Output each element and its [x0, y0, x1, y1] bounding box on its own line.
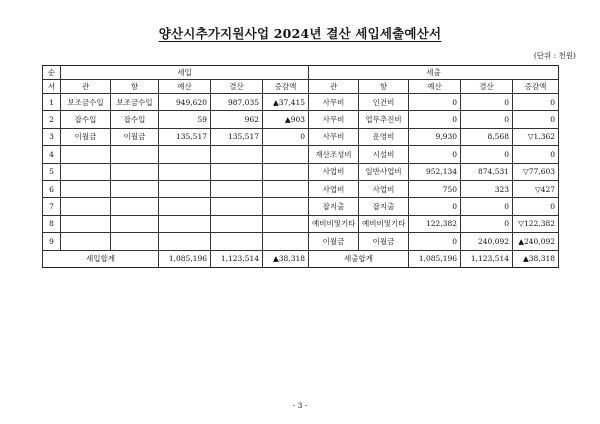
expenditure-gwan-cell: 잡지출: [309, 198, 359, 215]
revenue-gwan-cell: 잡수입: [61, 111, 111, 128]
seq-cell: 4: [43, 146, 61, 163]
expenditure-group-header: 세출: [309, 66, 559, 80]
expenditure-hang-cell: 이월금: [359, 233, 409, 250]
col-exp-gwan: 관: [309, 80, 359, 94]
revenue-budget-cell: [159, 215, 211, 232]
table-row: [43, 111, 559, 128]
expenditure-change-cell: ▽427: [513, 180, 559, 197]
revenue-total-label: 세입합계: [43, 250, 159, 267]
revenue-change-cell: 0: [263, 128, 309, 145]
revenue-gwan-cell: [61, 215, 111, 232]
revenue-budget-cell: [159, 180, 211, 197]
seq-cell: 3: [43, 128, 61, 145]
revenue-total-budget: 1,085,196: [159, 250, 211, 267]
revenue-settlement-cell: 987,035: [211, 94, 263, 111]
table-row: [43, 163, 559, 180]
revenue-budget-cell: 135,517: [159, 128, 211, 145]
revenue-settlement-cell: 135,517: [211, 128, 263, 145]
expenditure-gwan-cell: 사무비: [309, 128, 359, 145]
revenue-budget-cell: [159, 146, 211, 163]
expenditure-gwan-cell: 예비비및기타: [309, 215, 359, 232]
revenue-hang-cell: [111, 163, 159, 180]
seq-cell: 1: [43, 94, 61, 111]
revenue-change-cell: [263, 215, 309, 232]
revenue-budget-cell: [159, 163, 211, 180]
expenditure-settlement-cell: 8,568: [461, 128, 513, 145]
expenditure-budget-cell: 122,382: [409, 215, 461, 232]
table-row: [43, 146, 559, 163]
seq-cell: 7: [43, 198, 61, 215]
expenditure-total-settlement: 1,123,514: [461, 250, 513, 267]
revenue-change-cell: [263, 163, 309, 180]
expenditure-settlement-cell: 0: [461, 94, 513, 111]
expenditure-hang-cell: 운영비: [359, 128, 409, 145]
revenue-hang-cell: [111, 233, 159, 250]
expenditure-change-cell: ▲240,092: [513, 233, 559, 250]
expenditure-hang-cell: 예비비및기타: [359, 215, 409, 232]
col-exp-settlement: 결산: [461, 80, 513, 94]
expenditure-hang-cell: 업무추진비: [359, 111, 409, 128]
expenditure-hang-cell: 일반사업비: [359, 163, 409, 180]
revenue-settlement-cell: [211, 163, 263, 180]
revenue-total-change: ▲38,318: [263, 250, 309, 267]
revenue-settlement-cell: [211, 146, 263, 163]
revenue-gwan-cell: [61, 233, 111, 250]
col-rev-budget: 예산: [159, 80, 211, 94]
revenue-budget-cell: 949,620: [159, 94, 211, 111]
col-exp-change: 증감액: [513, 80, 559, 94]
expenditure-settlement-cell: 323: [461, 180, 513, 197]
expenditure-hang-cell: 시설비: [359, 146, 409, 163]
seq-header-bottom: 서: [43, 80, 61, 94]
expenditure-settlement-cell: 874,531: [461, 163, 513, 180]
expenditure-budget-cell: 9,930: [409, 128, 461, 145]
page-number: - 3 -: [292, 401, 308, 410]
revenue-change-cell: [263, 180, 309, 197]
expenditure-settlement-cell: 0: [461, 215, 513, 232]
revenue-change-cell: ▲903: [263, 111, 309, 128]
expenditure-hang-cell: 인건비: [359, 94, 409, 111]
revenue-budget-cell: [159, 198, 211, 215]
expenditure-gwan-cell: 사무비: [309, 111, 359, 128]
seq-cell: 6: [43, 180, 61, 197]
unit-note: (단위 : 천원): [533, 51, 576, 60]
revenue-group-header: 세입: [61, 66, 309, 80]
col-exp-budget: 예산: [409, 80, 461, 94]
header-row-groups: [43, 66, 559, 80]
revenue-gwan-cell: 이월금: [61, 128, 111, 145]
table-row: [43, 233, 559, 250]
expenditure-change-cell: 0: [513, 111, 559, 128]
budget-table: [42, 65, 559, 268]
expenditure-gwan-cell: 사업비: [309, 163, 359, 180]
expenditure-budget-cell: 952,134: [409, 163, 461, 180]
expenditure-hang-cell: 잡지출: [359, 198, 409, 215]
revenue-hang-cell: [111, 198, 159, 215]
table-row: [43, 128, 559, 145]
expenditure-gwan-cell: 사무비: [309, 94, 359, 111]
expenditure-budget-cell: 0: [409, 111, 461, 128]
revenue-change-cell: [263, 146, 309, 163]
revenue-change-cell: ▲37,415: [263, 94, 309, 111]
col-rev-gwan: 관: [61, 80, 111, 94]
expenditure-change-cell: ▽1,362: [513, 128, 559, 145]
revenue-settlement-cell: 962: [211, 111, 263, 128]
revenue-settlement-cell: [211, 215, 263, 232]
expenditure-settlement-cell: 0: [461, 146, 513, 163]
expenditure-settlement-cell: 0: [461, 198, 513, 215]
col-rev-settlement: 결산: [211, 80, 263, 94]
revenue-hang-cell: [111, 146, 159, 163]
seq-cell: 9: [43, 233, 61, 250]
col-rev-change: 증감액: [263, 80, 309, 94]
expenditure-change-cell: ▽122,382: [513, 215, 559, 232]
revenue-budget-cell: [159, 233, 211, 250]
revenue-hang-cell: 잡수입: [111, 111, 159, 128]
document-title-text: 양산시추가지원사업 2024년 결산 세입세출예산서: [158, 26, 442, 41]
expenditure-hang-cell: 사업비: [359, 180, 409, 197]
revenue-total-settlement: 1,123,514: [211, 250, 263, 267]
expenditure-total-budget: 1,085,196: [409, 250, 461, 267]
revenue-change-cell: [263, 198, 309, 215]
expenditure-gwan-cell: 재산조성비: [309, 146, 359, 163]
expenditure-gwan-cell: 사업비: [309, 180, 359, 197]
revenue-gwan-cell: [61, 163, 111, 180]
expenditure-budget-cell: 0: [409, 233, 461, 250]
seq-cell: 8: [43, 215, 61, 232]
seq-header-top: 순: [43, 66, 61, 80]
expenditure-budget-cell: 0: [409, 94, 461, 111]
totals-row: [43, 250, 559, 267]
expenditure-change-cell: 0: [513, 198, 559, 215]
revenue-hang-cell: [111, 215, 159, 232]
expenditure-total-label: 세출합계: [309, 250, 409, 267]
table-row: [43, 198, 559, 215]
expenditure-change-cell: 0: [513, 94, 559, 111]
col-exp-hang: 항: [359, 80, 409, 94]
header-row-columns: [43, 80, 559, 94]
expenditure-settlement-cell: 0: [461, 111, 513, 128]
document-title: [0, 24, 600, 42]
revenue-budget-cell: 59: [159, 111, 211, 128]
revenue-hang-cell: [111, 180, 159, 197]
expenditure-settlement-cell: 240,092: [461, 233, 513, 250]
table-row: [43, 215, 559, 232]
col-rev-hang: 항: [111, 80, 159, 94]
expenditure-budget-cell: 0: [409, 198, 461, 215]
revenue-change-cell: [263, 233, 309, 250]
revenue-hang-cell: 이월금: [111, 128, 159, 145]
revenue-gwan-cell: [61, 146, 111, 163]
expenditure-budget-cell: 750: [409, 180, 461, 197]
expenditure-gwan-cell: 이월금: [309, 233, 359, 250]
revenue-hang-cell: 보조금수입: [111, 94, 159, 111]
revenue-settlement-cell: [211, 198, 263, 215]
table-row: [43, 94, 559, 111]
seq-cell: 5: [43, 163, 61, 180]
revenue-gwan-cell: 보조금수입: [61, 94, 111, 111]
seq-cell: 2: [43, 111, 61, 128]
expenditure-budget-cell: 0: [409, 146, 461, 163]
revenue-gwan-cell: [61, 180, 111, 197]
table-row: [43, 180, 559, 197]
expenditure-total-change: ▲38,318: [513, 250, 559, 267]
expenditure-change-cell: ▽77,603: [513, 163, 559, 180]
expenditure-change-cell: 0: [513, 146, 559, 163]
revenue-gwan-cell: [61, 198, 111, 215]
revenue-settlement-cell: [211, 233, 263, 250]
revenue-settlement-cell: [211, 180, 263, 197]
